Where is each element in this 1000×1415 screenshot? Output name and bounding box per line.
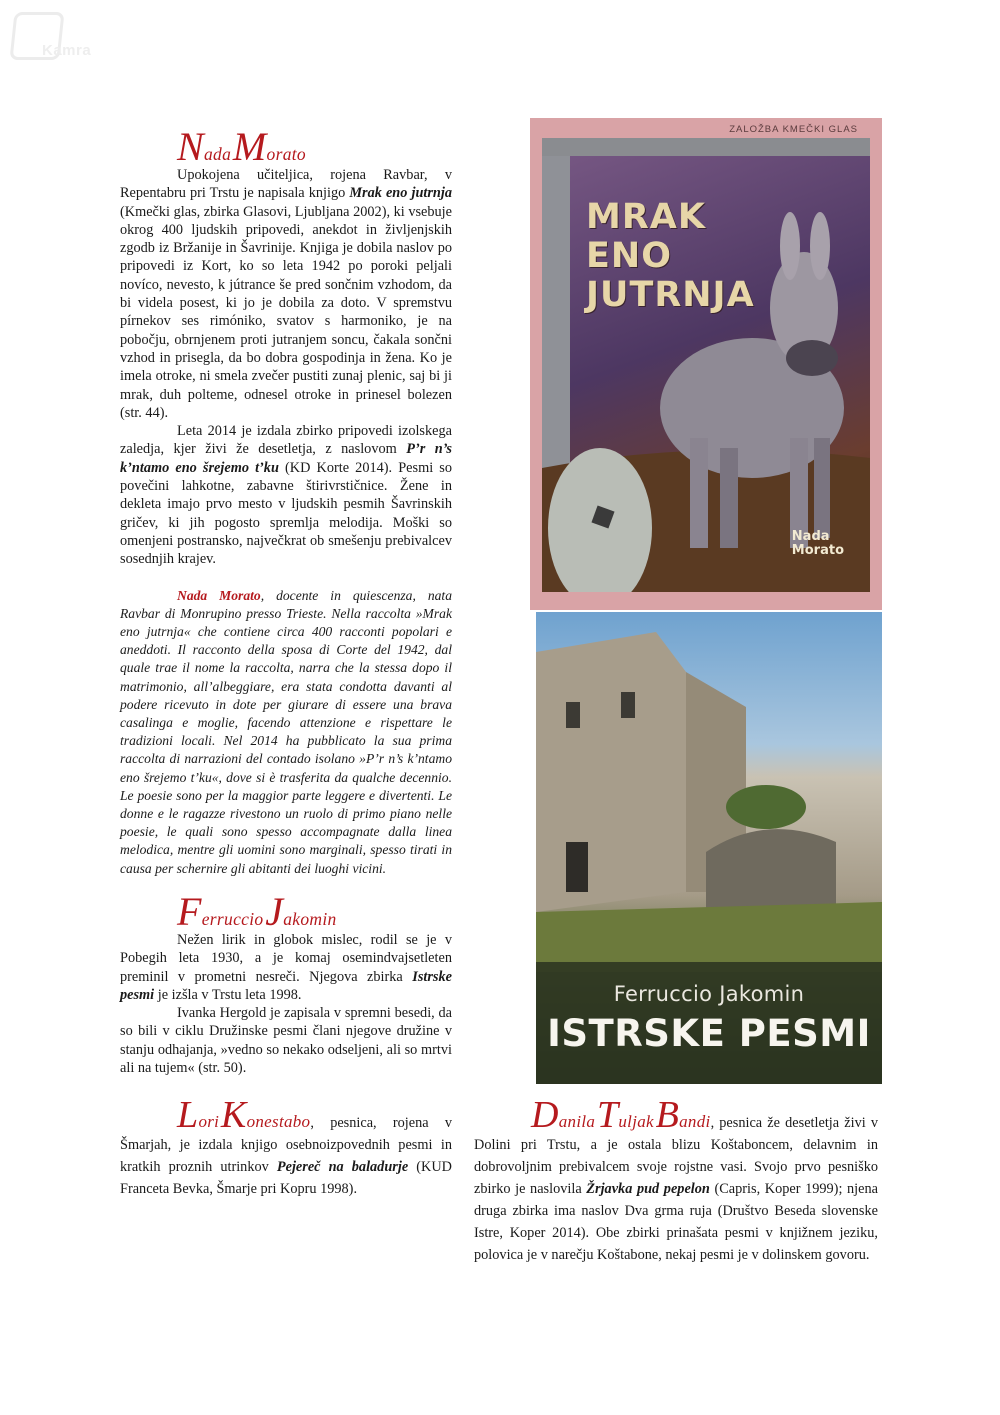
cover-publisher: ZALOŽBA KMEČKI GLAS bbox=[729, 124, 858, 135]
lori-paragraph: Lori Konestabo, pesnica, rojena v Šmarjah, je izdala knjigo osebnoizpovednih pesmi in kratkih proznih utrinkov Pejereč na baladurje (KUD Franceta Bevka, Šmarje pri Kopru 1998). bbox=[120, 1094, 452, 1197]
istrske-pesmi-cover bbox=[536, 612, 882, 1084]
nada-morato-section bbox=[120, 124, 453, 878]
nada-italian-paragraph: Nada Morato, docente in quiescenza, nata Ravbar di Monrupino presso Trieste. Nella raccolta »Mrak eno jutrnja« che contiene circa 400 racconti popolari e aneddoti. Il racconto della sposa di Corte del 1942, dal quale trae il nome la raccolta, narra che la stessa dopo il matrimonio, all’albeggiare, era stata condotta davanti al podere ricevuto in dote per giurare di essere una brava casalinga e moglie, facendo attenzione e rispettare le tradizioni locali. Nel 2014 ha pubblicato la sua prima raccolta di narrazioni del contado isolano »P’r n’s k’ntamo eno šrejemo t’ku«, dove si è trasferita da qualche decennio. Le poesie sono per la maggior parte leggere e divertenti. Le donne e le ragazze rivestono un ruolo di primo piano nelle poesie, le quali sono spesso accompagnate dalla linea melodica, mentre gli uomini sono marginali, spesso tirati in causa per schernire gli abitanti dei luoghi vicini. bbox=[120, 587, 453, 876]
danila-tuljak-bandi-section bbox=[474, 1096, 878, 1266]
cover-title: ISTRSKE PESMI bbox=[547, 1012, 871, 1055]
kamra-logo bbox=[12, 12, 112, 60]
lori-konestabo-heading: Lori Konestabo bbox=[177, 1094, 311, 1136]
mrak-eno-jutrnja-cover bbox=[530, 118, 882, 610]
nada-paragraph-2: Leta 2014 je izdala zbirko pripovedi izolskega zaledja, kjer živi že desetletja, z naslovom P’r n’s k’ntamo eno šrejemo t’ku (KD Korte 2014). Pesmi so povečini lahkotne, zabavne štirivrstičnice. Žene in dekleta imajo prvo mesto v ljudskih pesmih Šavrinskih gričev, ki jih pogosto spremlja melodija. Moški so omenjeni postransko, največkrat ob smešenju prebivalcev sosednjih krajev. bbox=[120, 423, 452, 568]
cover-artwork bbox=[542, 138, 870, 592]
logo-text: Kamra bbox=[42, 42, 92, 59]
danila-paragraph: Danila Tuljak Bandi, pesnica že desetletja živi v Dolini pri Trstu, a je ostala blizu Koštaboncem, delavnim in dobrovoljnim prebivalcem svoje rojstne vasi. Svojo prvo pesniško zbirko je naslovila Žrjavka pud pepelon (Capris, Koper 1999); njena druga zbirka ima naslov Dva grma ruja (Društvo Beseda slovenske Istre, Koper 2014). Obe zbirki prinašata pesmi v knjižnem jeziku, polovica je v narečju Koštabone, nekaj pesmi je v dolinskem govoru. bbox=[474, 1094, 878, 1263]
ferruccio-jakomin-heading: Ferruccio Jakomin bbox=[177, 889, 337, 934]
ferruccio-paragraph-2: Ivanka Hergold je zapisala v spremni besedi, da so bili v ciklu Družinske pesmi člani njegove družine v stanju odhajanja, »vedno so nekako odseljeni, ali so mrtvi ali na tujem« (str. 50). bbox=[120, 1005, 452, 1077]
cover-author: Ferruccio Jakomin bbox=[613, 982, 805, 1006]
cover-title: MRAK ENO JUTRNJA bbox=[586, 197, 755, 315]
ferruccio-jakomin-section bbox=[120, 889, 452, 1077]
lori-konestabo-section bbox=[120, 1096, 452, 1200]
cover-author: Nada Morato bbox=[791, 529, 844, 558]
ferruccio-paragraph-1: Nežen lirik in globok mislec, rodil se je v Pobegih leta 1930, a je komaj osemindvajsetleten preminil v prometni nesreči. Njegova zbirka Istrske pesmi je izšla v Trstu leta 1998. bbox=[120, 932, 452, 1003]
nada-paragraph-1: Upokojena učiteljica, rojena Ravbar, v Repentabru pri Trstu je napisala knjigo Mrak eno jutrnja (Kmečki glas, zbirka Glasovi, Ljubljana 2002), ki vsebuje okrog 400 ljudskih pripovedi, anekdot in življenjskih zgodb iz Bržanije in Šavrinije. Knjiga je dobila naslov po pripovedi iz Kort, ko so leta 1942 po poroki peljali novíco, nevesto, k jútrance še pred sončnim vzhodom, da bi videla posest, ki jo je dobila za doto. V spremstvu pírnekov ses rimóniko, svatov s harmoniko, je na pobočju, obrnjenem proti jutranjem soncu, čakala sončni vzhod in prisegla, da bo dobra gospodinja in žena. Ko je imela otroke, ni smela zvečer pustiti zunaj plenic, saj bi ji mrak, duh polteme, odnesel otroke in prinesel bolezen (str. 44). bbox=[120, 167, 452, 421]
nada-morato-heading: Nada Morato bbox=[177, 124, 306, 169]
danila-tuljak-bandi-heading: Danila Tuljak Bandi bbox=[531, 1094, 711, 1136]
